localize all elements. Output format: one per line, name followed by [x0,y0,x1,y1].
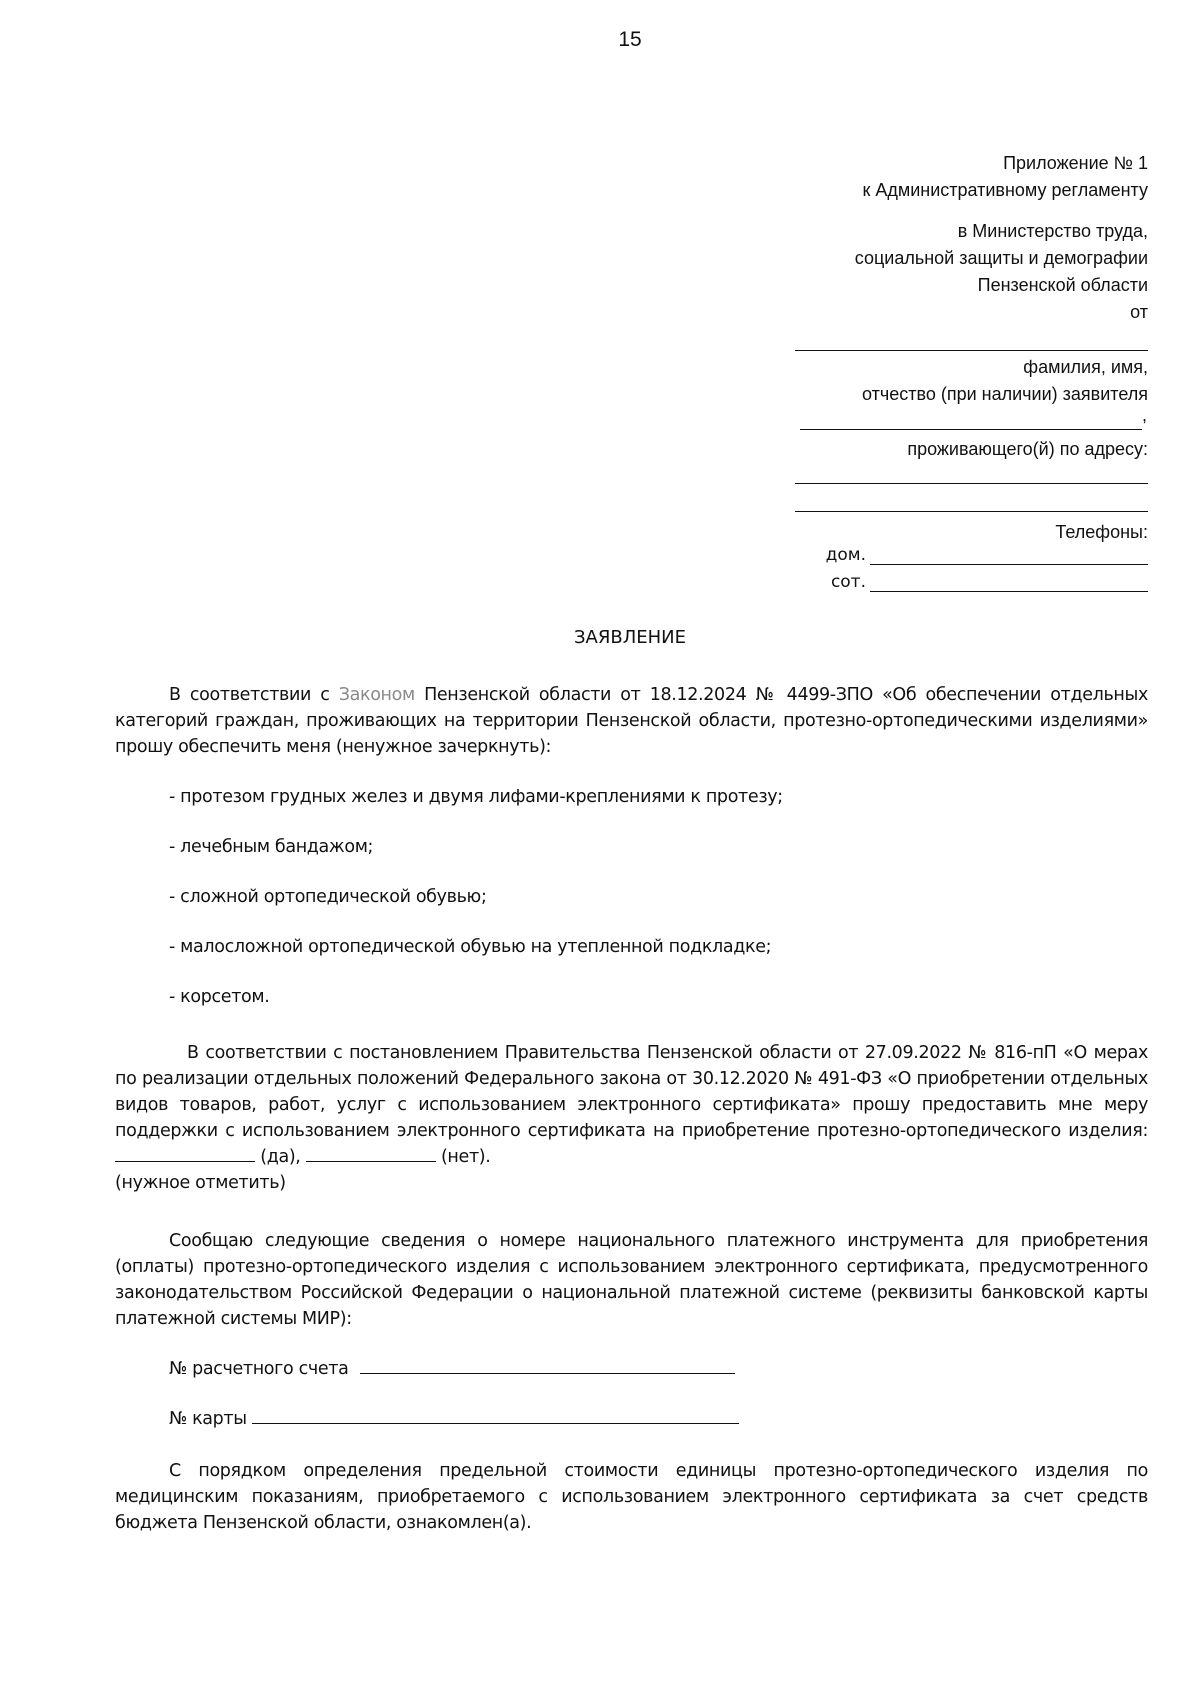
acknowledgement-paragraph [115,1458,1148,1536]
home-phone-row [826,545,1148,565]
comma: , [1142,405,1148,425]
intro-paragraph [115,682,1148,760]
address-line-1[interactable] [795,483,1148,484]
no-field[interactable] [306,1145,436,1162]
name-caption-line-1: фамилия, имя, [1023,357,1148,377]
option-breast-prosthesis: - протезом грудных желез и двумя лифами-креплениями к протезу; [169,787,783,807]
phones-caption: Телефоны: [1055,522,1148,542]
name-caption-line-2: отчество (при наличии) заявителя [862,384,1148,404]
home-phone-field[interactable] [870,546,1148,565]
option-complex-shoes: - сложной ортопедической обувью; [169,887,487,907]
document-title: ЗАЯВЛЕНИЕ [574,627,686,648]
payment-text: Сообщаю следующие сведения о номере национального платежного инструмента для приобретения (оплаты) протезно-ортопедического изделия с использованием электронного сертификата, предусмотренного законодательством Российской Федерации о национальной платежной системе (реквизиты банковской карты платежной системы МИР): [115,1231,1148,1329]
certificate-note: (нужное отметить) [115,1173,286,1193]
account-label: № расчетного счета [169,1359,349,1379]
mobile-phone-row [831,572,1148,592]
account-row [169,1357,735,1379]
recipient-block [448,218,1148,326]
yes-field[interactable] [115,1145,255,1162]
recipient-line-1: в Министерство труда, [957,221,1148,241]
intro-rest: Пензенской области от 18.12.2024 № 4499-ЗПО «Об обеспечении отдельных категорий граждан, проживающих на территории Пензенской области, протезно-ортопедическими изделиями» прошу обеспечить меня (ненужное зачеркнуть): [115,685,1148,757]
certificate-text: В соответствии с постановлением Правительства Пензенской области от 27.09.2022 № 816-пП «О мерах по реализации отдельных положений Федерального закона от 30.12.2020 № 491-ФЗ «О приобретении отдельных видов товаров, работ, услуг с использованием электронного сертификата» прошу предоставить мне меру поддержки с использованием электронного сертификата на приобретение протезно-ортопедического изделия: [115,1043,1148,1141]
intro-faded-word: Законом [338,685,415,705]
account-field[interactable] [360,1357,735,1374]
option-simple-shoes: - малосложной ортопедической обувью на утепленной подкладке; [169,937,772,957]
mobile-phone-label: сот. [830,572,866,592]
applicant-name-line-2[interactable] [800,429,1142,430]
appendix-line-1: Приложение № 1 [1003,153,1148,173]
address-line-2[interactable] [795,511,1148,512]
appendix-line-2: к Административному регламенту [862,180,1148,200]
card-label: № карты [169,1409,247,1429]
recipient-line-2: социальной защиты и демографии [854,248,1148,268]
payment-paragraph [115,1228,1148,1332]
name-caption [448,354,1148,408]
card-row [169,1407,739,1429]
certificate-paragraph [115,1040,1148,1170]
applicant-name-line[interactable] [795,350,1148,351]
recipient-line-3: Пензенской области [977,275,1148,295]
acknowledgement-text: С порядком определения предельной стоимости единицы протезно-ортопедического изделия по медицинским показаниям, приобретаемого с использованием электронного сертификата за счет средств бюджета Пензенской области, ознакомлен(а). [115,1461,1148,1533]
yes-label: (да), [260,1147,301,1167]
option-corset: - корсетом. [169,987,270,1007]
option-bandage: - лечебным бандажом; [169,837,374,857]
mobile-phone-field[interactable] [870,573,1148,592]
page-number: 15 [618,28,642,51]
home-phone-label: дом. [825,545,866,565]
address-caption: проживающего(й) по адресу: [907,439,1148,459]
from-label: от [1130,302,1148,322]
intro-prefix: В соответствии с [169,685,339,705]
card-field[interactable] [252,1407,739,1424]
no-label: (нет). [440,1147,491,1167]
appendix-reference [448,150,1148,204]
